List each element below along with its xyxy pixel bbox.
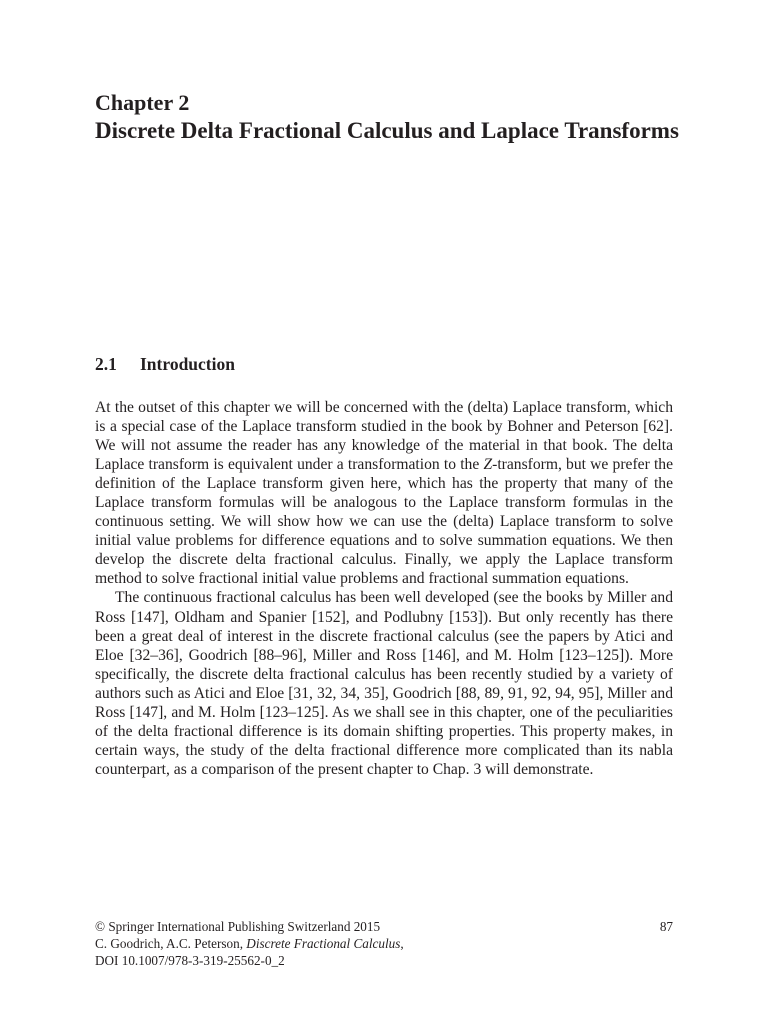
citation-comma: , [400,936,404,951]
paragraph-1-part-a: At the outset of this chapter we will be concerned with the (delta) Laplace transform, which is a special case of the Laplace transform studied in the book by Bohner and Peterson [62]. We will not assume the reader has any knowledge of the material in that book. The delta Laplace transform is equivalent under a transformation to the [95,399,673,474]
doi-line: DOI 10.1007/978-3-319-25562-0_2 [95,953,285,968]
copyright-line: © Springer International Publishing Switzerland 2015 [95,919,381,934]
citation-authors: C. Goodrich, A.C. Peterson, [95,936,247,951]
paragraph-2: The continuous fractional calculus has been well developed (see the books by Miller and Ross [147], Oldham and Spanier [152], and Podlubny [153]). But only recently has there been a great deal of interest in the discrete fractional calculus (see the papers by Atici and Eloe [32–36], Goodrich [88–96], Miller and Ross [146], and M. Holm [123–125]). More specifically, the discrete delta fractional calculus has been recently studied by a variety of authors such as Atici and Eloe [31, 32, 34, 35], Goodrich [88, 89, 91, 92, 94, 95], Miller and Ross [147], and M. Holm [123–125]. As we shall see in this chapter, one of the peculiarities of the delta fractional difference is its domain shifting properties. This property makes, in certain ways, the study of the delta fractional difference more complicated than its nabla counterpart, as a comparison of the present chapter to Chap. 3 will demonstrate. [95,589,673,778]
citation-line [95,935,673,952]
z-transform-symbol: Z [483,456,493,474]
chapter-label: Chapter 2 [95,90,190,115]
section-number: 2.1 [95,354,117,374]
body-text [95,398,673,779]
page-number: 87 [659,919,673,934]
chapter-title: Discrete Delta Fractional Calculus and Laplace Transforms [95,118,679,143]
section-title: Introduction [140,354,235,374]
paragraph-1-part-b: -transform, but we prefer the definition of the Laplace transform given here, which has the property that many of the Laplace transform formulas will be analogous to the Laplace transform formulas in the continuous setting. We will show how we can use the (delta) Laplace transform to solve initial value problems for difference equations and to solve summation equations. We then develop the discrete delta fractional calculus. Finally, we apply the Laplace transform method to solve fractional initial value problems and fractional summation equations. [95,456,673,588]
section-heading [95,353,235,375]
paragraph-1 [95,398,673,588]
citation-book-title: Discrete Fractional Calculus [246,936,401,951]
page-footer [95,918,673,969]
